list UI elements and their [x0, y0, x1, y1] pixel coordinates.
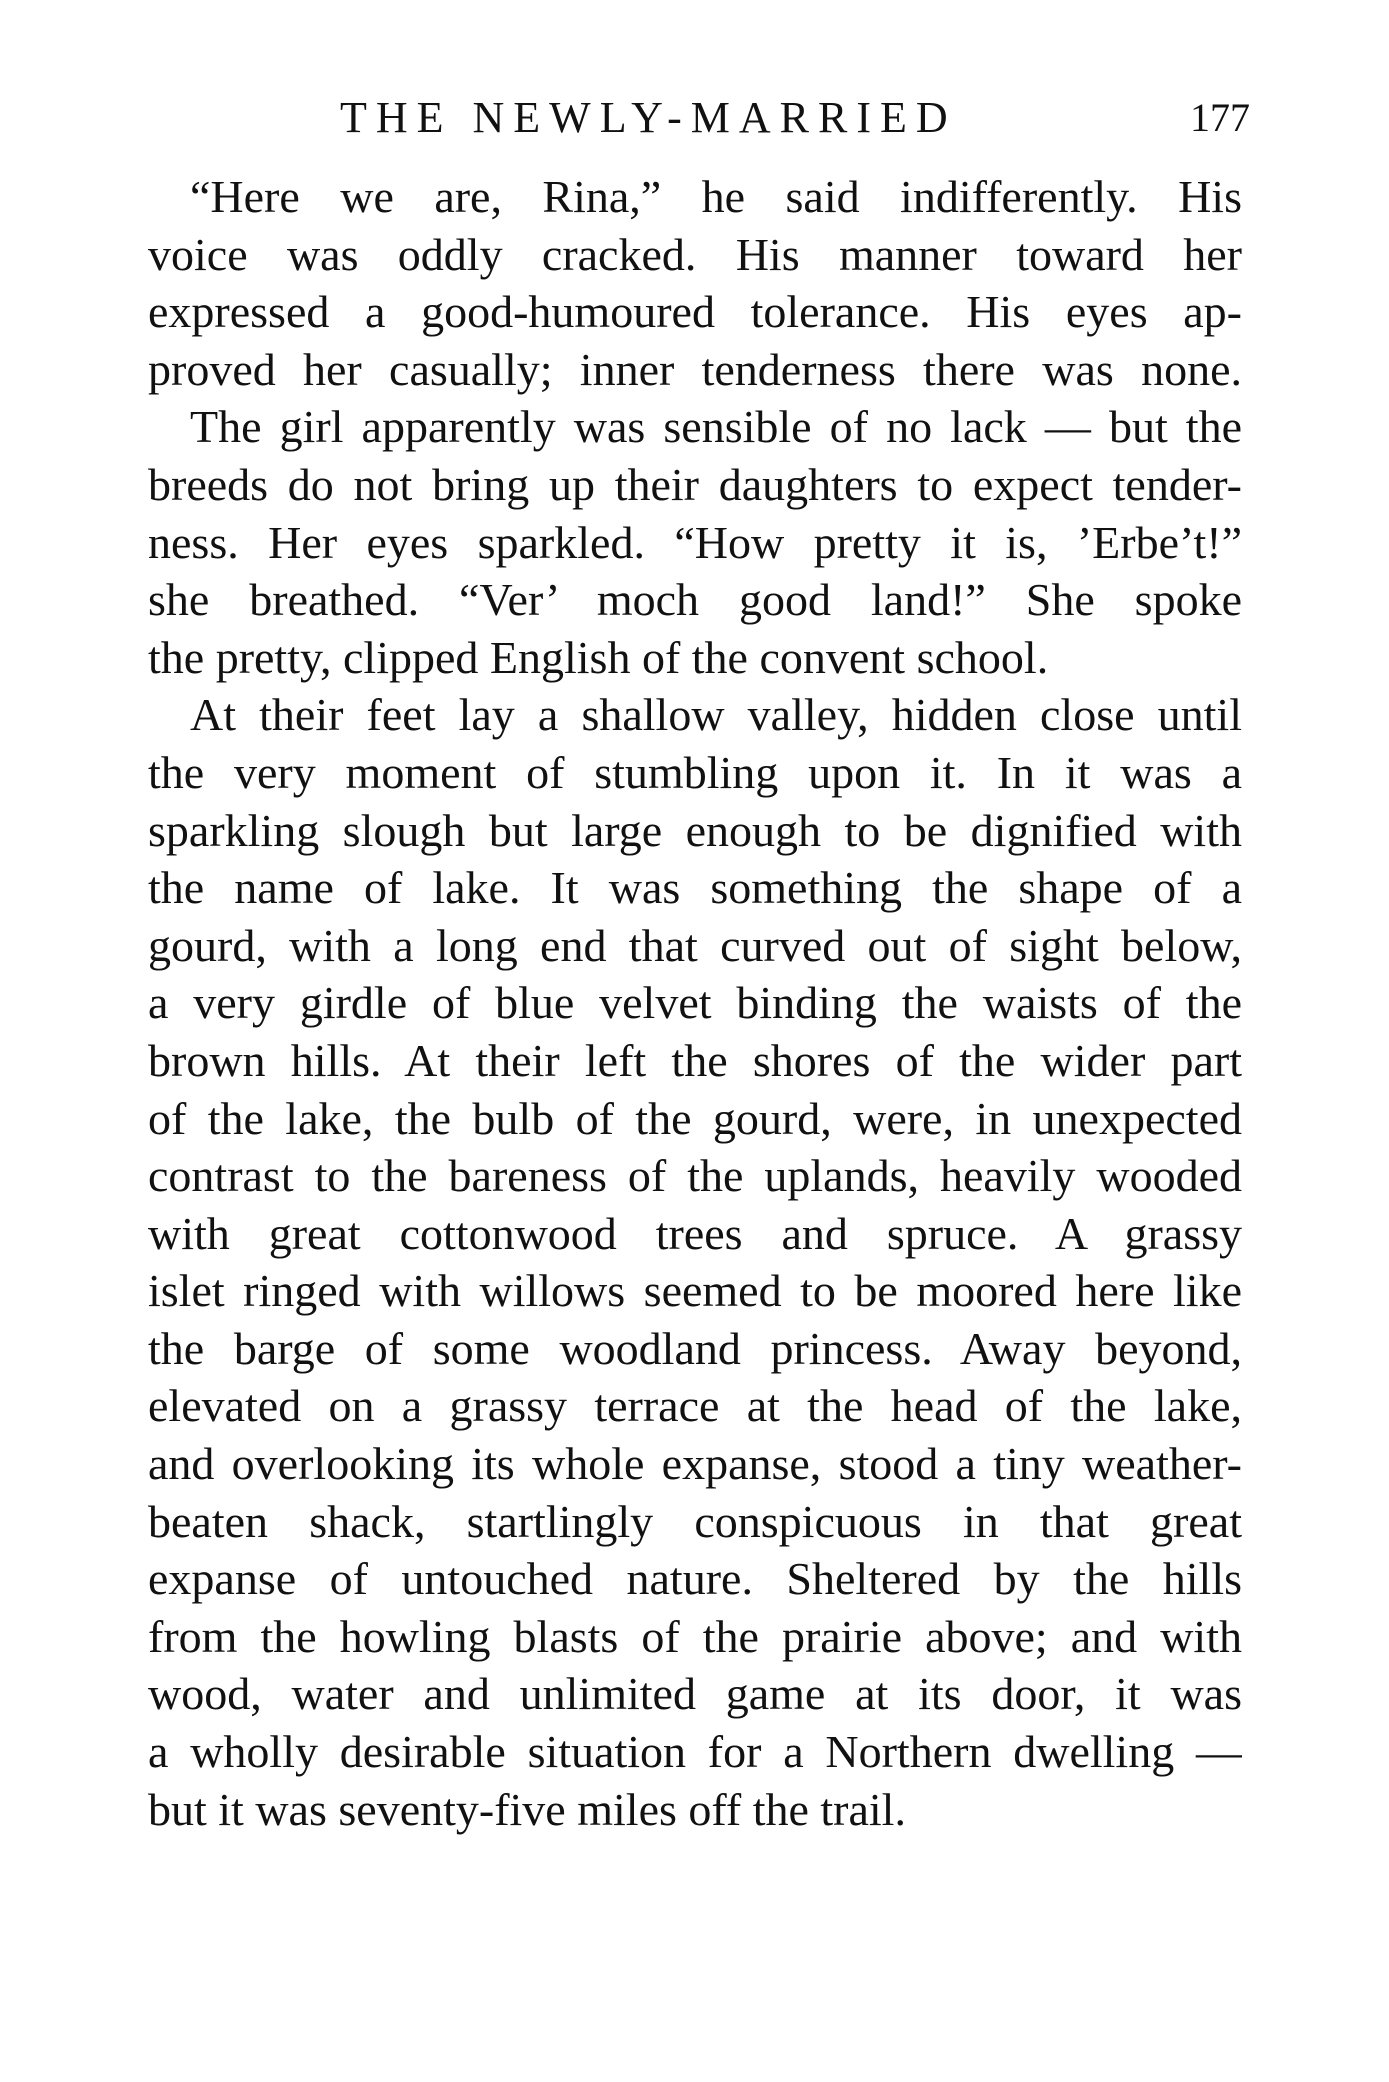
text-line: and overlooking its whole expanse, stood a tiny weather- [148, 1438, 1242, 1490]
text-line: elevated on a grassy terrace at the head of the lake, [148, 1380, 1242, 1432]
text-line: a very girdle of blue velvet binding the waists of the [148, 977, 1242, 1029]
text-line: of the lake, the bulb of the gourd, were, in unexpected [148, 1092, 1242, 1144]
text-line: the name of lake. It was something the shape of a [148, 862, 1242, 914]
text-line: the barge of some woodland princess. Away beyond, [148, 1322, 1242, 1374]
text-line: expanse of untouched nature. Sheltered by the hills [148, 1553, 1242, 1605]
text-line: from the howling blasts of the prairie above; and with [148, 1610, 1242, 1662]
text-line: breeds do not bring up their daughters to expect tender- [148, 458, 1242, 510]
text-line: wood, water and unlimited game at its door, it was [148, 1668, 1242, 1720]
text-line: she breathed. “Ver’ moch good land!” She spoke [148, 574, 1242, 626]
text-line: brown hills. At their left the shores of the wider part [148, 1034, 1242, 1086]
text-line: At their feet lay a shallow valley, hidden close until [190, 689, 1242, 741]
text-line: voice was oddly cracked. His manner toward her [148, 228, 1242, 280]
text-line: ness. Her eyes sparkled. “How pretty it is, ’Erbe’t!” [148, 516, 1242, 568]
text-line: sparkling slough but large enough to be dignified with [148, 804, 1242, 856]
text-line: gourd, with a long end that curved out of sight below, [148, 919, 1242, 971]
text-line: islet ringed with willows seemed to be moored here like [148, 1265, 1242, 1317]
body-text [148, 168, 1242, 1838]
text-line: with great cottonwood trees and spruce. A grassy [148, 1207, 1242, 1259]
text-line: the pretty, clipped English of the convent school. [148, 631, 1049, 683]
running-title: THE NEWLY-MARRIED [340, 93, 957, 142]
text-line: beaten shack, startlingly conspicuous in that great [148, 1495, 1242, 1547]
text-line: contrast to the bareness of the uplands, heavily wooded [148, 1150, 1242, 1202]
text-line: The girl apparently was sensible of no lack — but the [190, 401, 1242, 453]
text-line: a wholly desirable situation for a Northern dwelling — [148, 1726, 1242, 1778]
text-line: expressed a good-humoured tolerance. His eyes ap- [148, 286, 1242, 338]
text-line: but it was seventy-five miles off the trail. [148, 1783, 906, 1835]
text-line: proved her casually; inner tenderness there was none. [148, 343, 1242, 395]
page-number: 177 [1190, 95, 1250, 140]
text-line: “Here we are, Rina,” he said indifferently. His [190, 171, 1242, 222]
running-head [150, 88, 1250, 148]
text-line: the very moment of stumbling upon it. In it was a [148, 746, 1242, 798]
